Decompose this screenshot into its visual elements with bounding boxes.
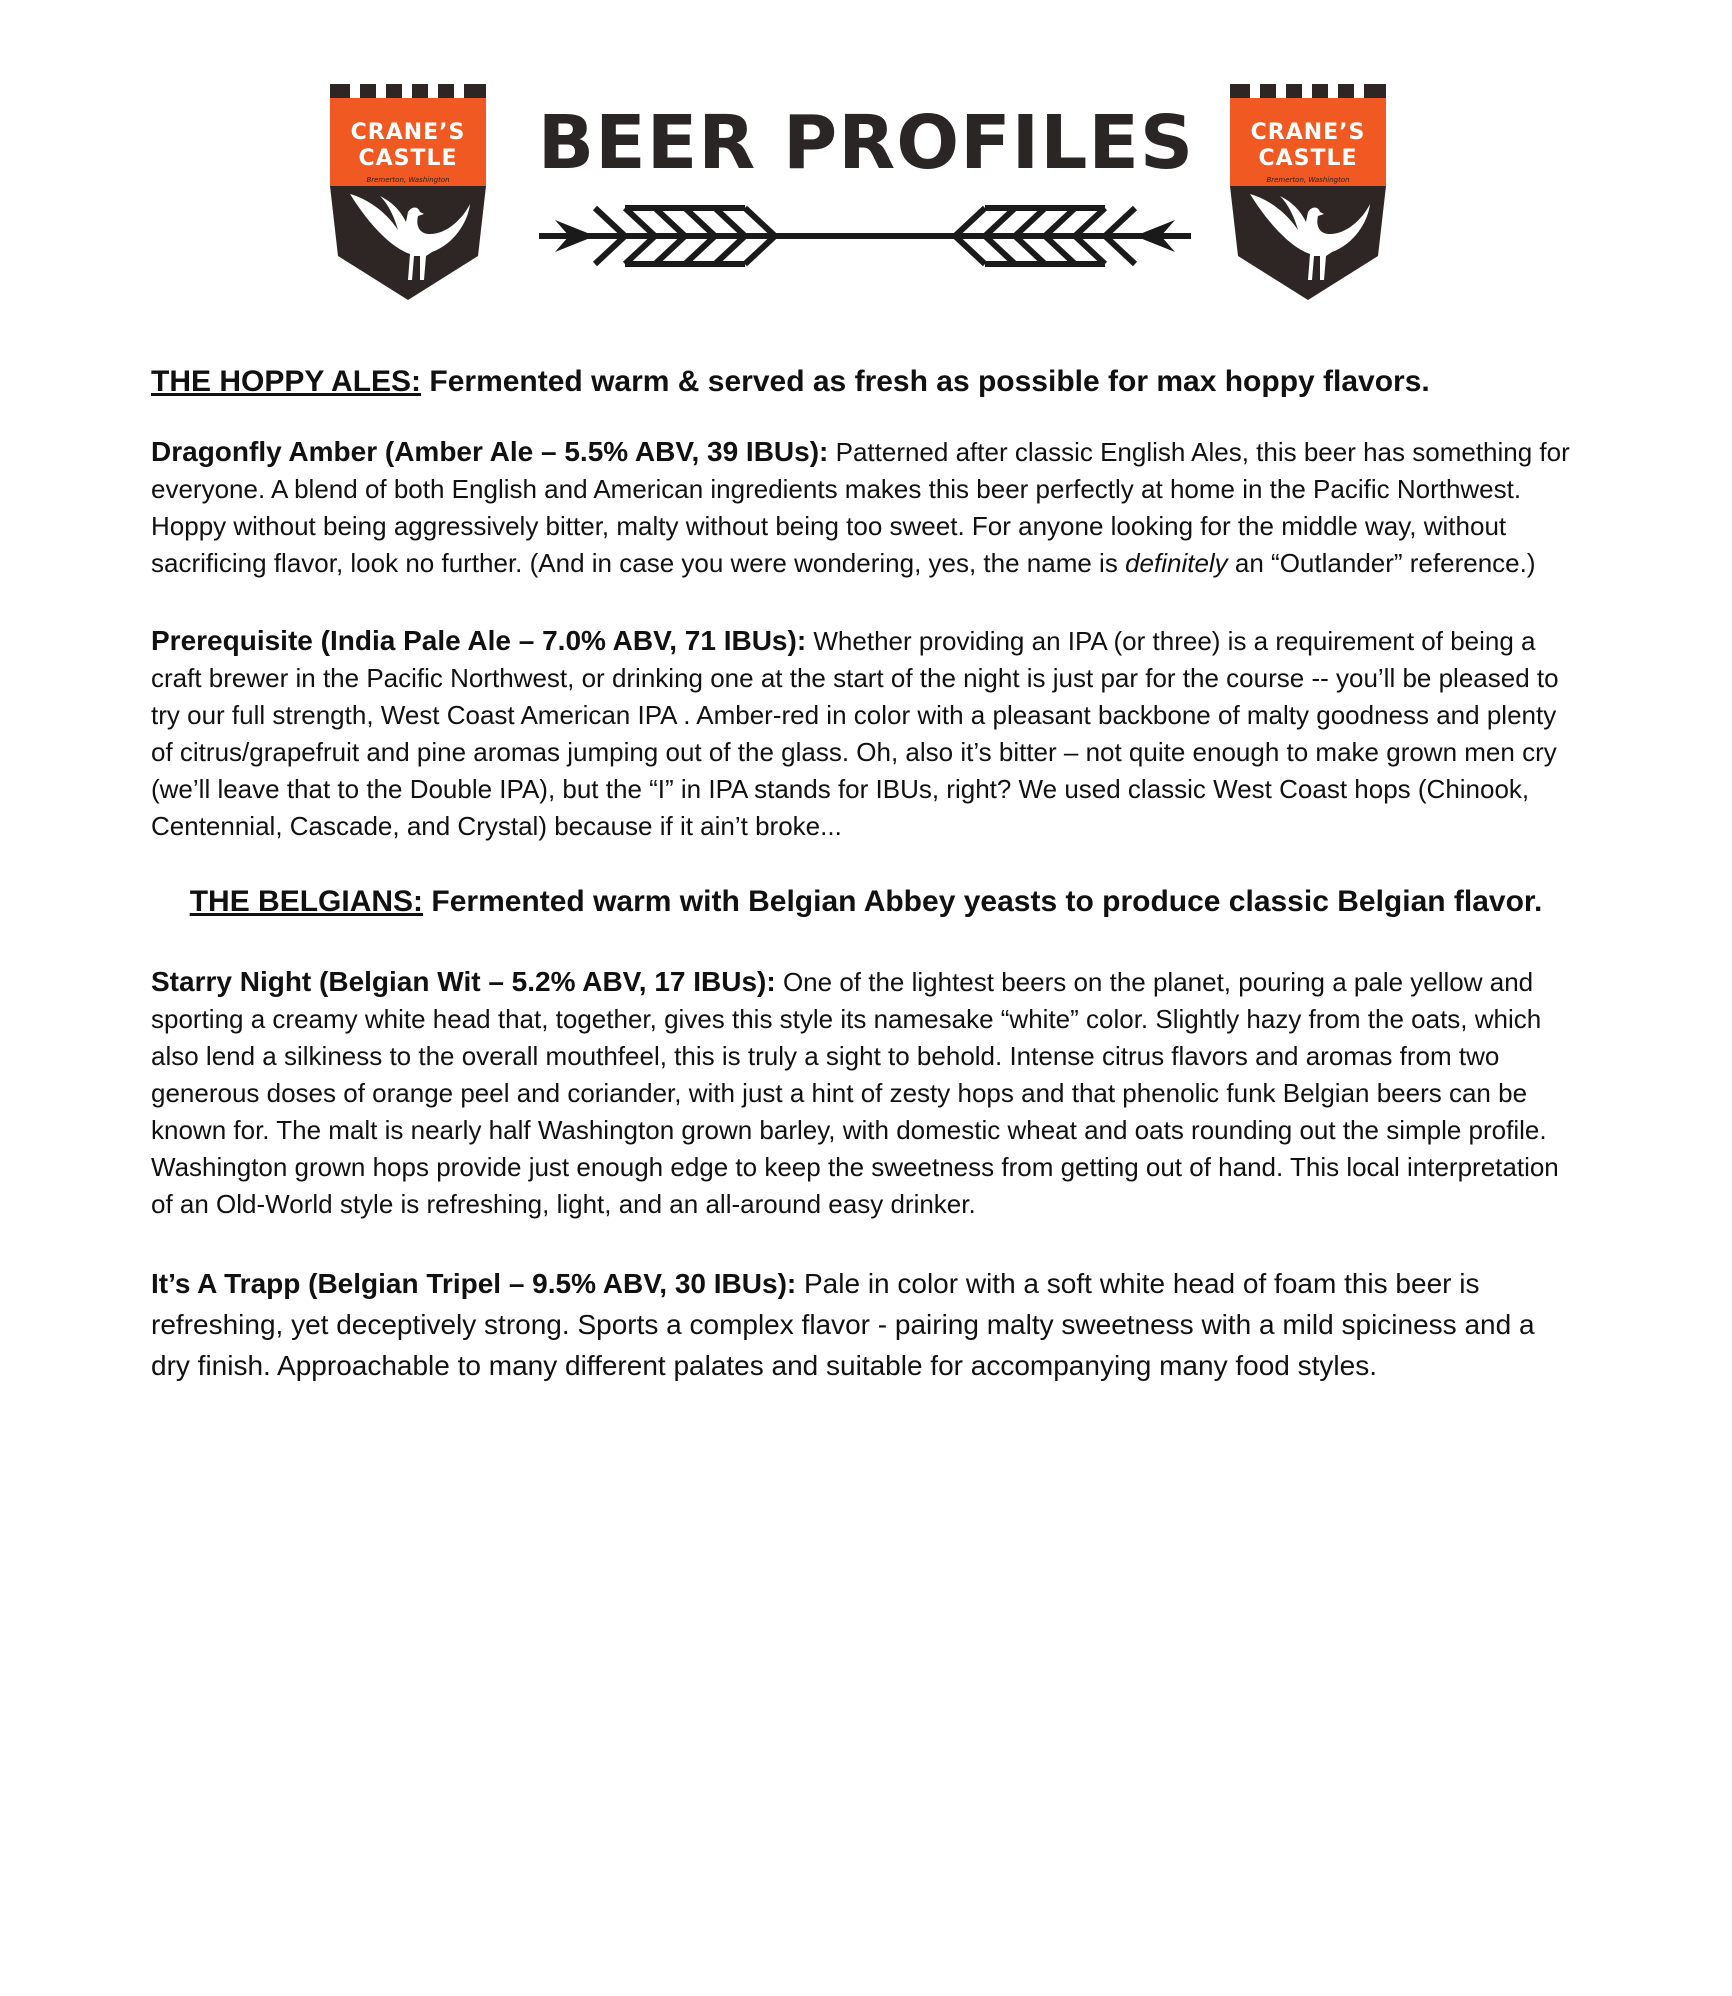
castle-shield-icon: [328, 84, 488, 304]
castle-shield-icon: [1228, 84, 1388, 304]
beer-description-end: an “Outlander” reference.): [1227, 548, 1536, 578]
section-label: THE BELGIANS:: [189, 885, 424, 918]
logo-text-line3: Bremerton, Washington: [366, 176, 450, 184]
beer-name: It’s A Trapp (Belgian Tripel – 9.5% ABV, 30 IBUs):: [151, 1268, 797, 1299]
section-tagline: Fermented warm & served as fresh as possible for max hoppy flavors.: [429, 365, 1430, 398]
section-heading-belgians: [151, 885, 1581, 919]
arrow-divider-icon: [535, 196, 1195, 276]
logo-text-line1: CRANE’S: [350, 120, 466, 145]
section-heading-hoppy-ales: [151, 365, 1581, 399]
beer-description: One of the lightest beers on the planet, pouring a pale yellow and sporting a creamy white head that, together, gives this style its namesake “white” color. Slightly hazy from the oats, which also lend a silkiness to the overall mouthfeel, this is truly a sight to behold. Intense citrus flavors and aromas from two generous doses of orange peel and coriander, with just a hint of zesty hops and that phenolic funk Belgian beers can be known for. The malt is nearly half Washington grown barley, with domestic wheat and oats rounding out the simple profile. Washington grown hops provide just enough edge to keep the sweetness from getting out of hand. This local interpretation of an Old-World style is refreshing, light, and an all-around easy drinker.: [151, 967, 1559, 1219]
beer-name: Starry Night (Belgian Wit – 5.2% ABV, 17 IBUs):: [151, 966, 776, 997]
beer-profiles-content: [151, 365, 1581, 1426]
beer-description: Whether providing an IPA (or three) is a requirement of being a craft brewer in the Pacific Northwest, or drinking one at the start of the night is just par for the course -- you’ll be pleased to try our full strength, West Coast American IPA . Amber-red in color with a pleasant backbone of malty goodness and plenty of citrus/grapefruit and pine aromas jumping out of the glass. Oh, also it’s bitter – not quite enough to make grown men cry (we’ll leave that to the Double IPA), but the “I” in IPA stands for IBUs, right? We used classic West Coast hops (Chinook, Centennial, Cascade, and Crystal) because if it ain’t broke...: [151, 626, 1559, 841]
logo-text-line2: CASTLE: [1258, 146, 1358, 171]
logo-text-line1: CRANE’S: [1250, 120, 1366, 145]
beer-description: Patterned after classic English Ales, this beer has something for everyone. A blend of both English and American ingredients makes this beer perfectly at home in the Pacific Northwest. Hoppy without being aggressively bitter, malty without being too sweet. For anyone looking for the middle way, without sacrificing flavor, look no further. (And in case you were wondering, yes, the name is: [151, 437, 1570, 578]
beer-description-emphasis: definitely: [1125, 548, 1228, 578]
page-header: [0, 60, 1732, 320]
beer-profile-dragonfly-amber: [151, 433, 1581, 582]
cranes-castle-logo: [328, 84, 488, 304]
beer-description: Pale in color with a soft white head of foam this beer is refreshing, yet deceptively strong. Sports a complex flavor - pairing malty sweetness with a mild spiciness and a dry finish. Approachable to many different palates and suitable for accompanying many food styles.: [151, 1268, 1535, 1381]
beer-profile-starry-night: [151, 963, 1581, 1223]
logo-text-line3: Bremerton, Washington: [1266, 176, 1350, 184]
section-label: THE HOPPY ALES:: [151, 365, 422, 398]
beer-profile-prerequisite: [151, 622, 1581, 845]
logo-text-line2: CASTLE: [358, 146, 458, 171]
beer-profile-its-a-trapp: [151, 1263, 1581, 1386]
beer-name: Prerequisite (India Pale Ale – 7.0% ABV, 71 IBUs):: [151, 625, 807, 656]
section-tagline: Fermented warm with Belgian Abbey yeasts to produce classic Belgian flavor.: [431, 885, 1543, 918]
cranes-castle-logo: [1228, 84, 1388, 304]
page-title: BEER PROFILES: [537, 100, 1195, 186]
beer-name: Dragonfly Amber (Amber Ale – 5.5% ABV, 39 IBUs):: [151, 436, 829, 467]
